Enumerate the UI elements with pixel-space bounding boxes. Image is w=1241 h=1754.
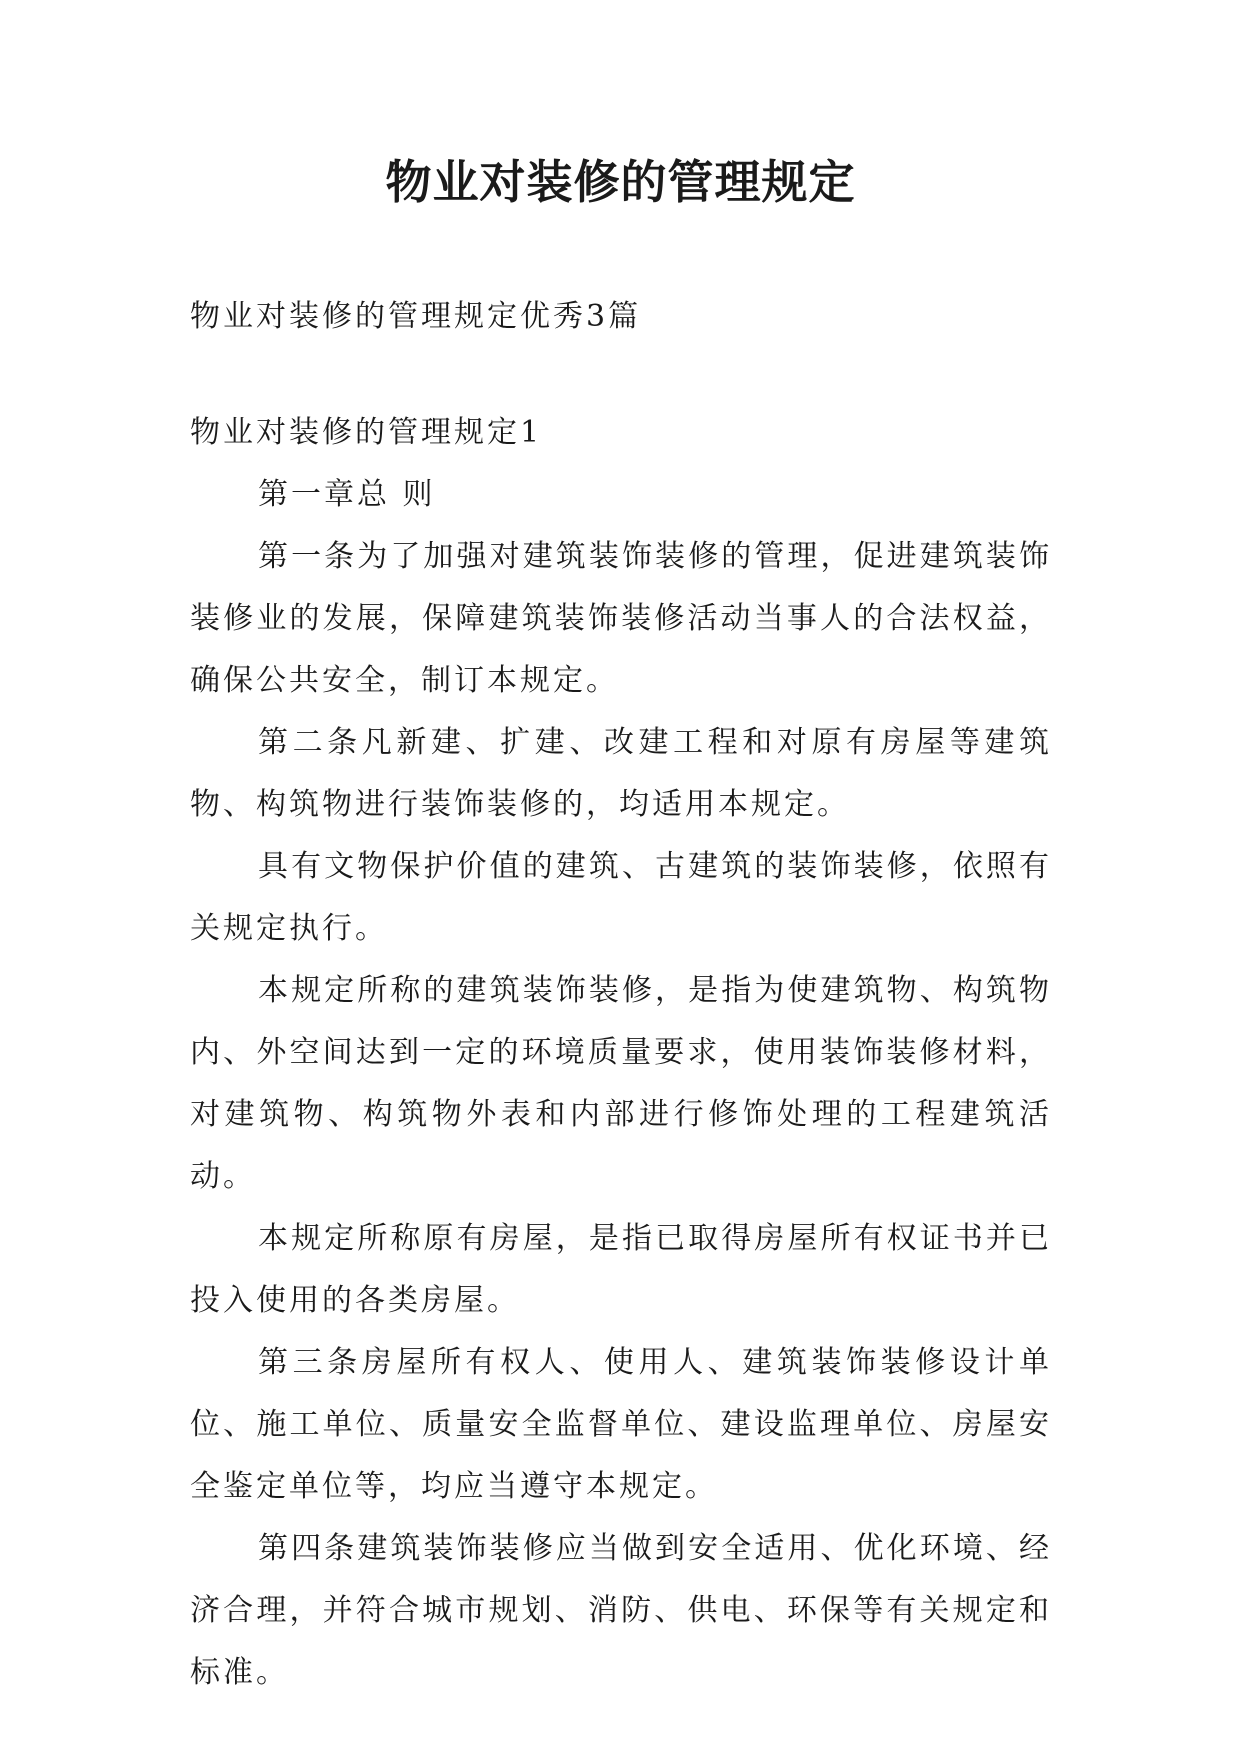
paragraph-heritage: 具有文物保护价值的建筑、古建筑的装饰装修，依照有关规定执行。 [190, 849, 1052, 946]
paragraph-definition-decoration: 本规定所称的建筑装饰装修，是指为使建筑物、构筑物内、外空间达到一定的环境质量要求，使用装饰装修材料，对建筑物、构筑物外表和内部进行修饰处理的工程建筑活动。 [190, 973, 1052, 1194]
chapter-title: 第一章总 则 [258, 477, 436, 512]
paragraph-article-4: 第四条建筑装饰装修应当做到安全适用、优化环境、经济合理，并符合城市规划、消防、供电、环保等有关规定和标准。 [190, 1531, 1052, 1690]
paragraph-definition-existing-house: 本规定所称原有房屋，是指已取得房屋所有权证书并已投入使用的各类房屋。 [190, 1221, 1052, 1318]
section-body [190, 402, 1052, 1704]
document-title: 物业对装修的管理规定 [385, 155, 856, 209]
paragraph-article-1: 第一条为了加强对建筑装饰装修的管理，促进建筑装饰装修业的发展，保障建筑装饰装修活动当事人的合法权益，确保公共安全，制订本规定。 [190, 539, 1052, 698]
paragraph-article-2: 第二条凡新建、扩建、改建工程和对原有房屋等建筑物、构筑物进行装饰装修的，均适用本规定。 [190, 725, 1052, 822]
paragraph-article-3: 第三条房屋所有权人、使用人、建筑装饰装修设计单位、施工单位、质量安全监督单位、建设监理单位、房屋安全鉴定单位等，均应当遵守本规定。 [190, 1345, 1052, 1504]
section-title: 物业对装修的管理规定1 [190, 415, 543, 450]
document-subtitle: 物业对装修的管理规定优秀3篇 [190, 299, 642, 334]
